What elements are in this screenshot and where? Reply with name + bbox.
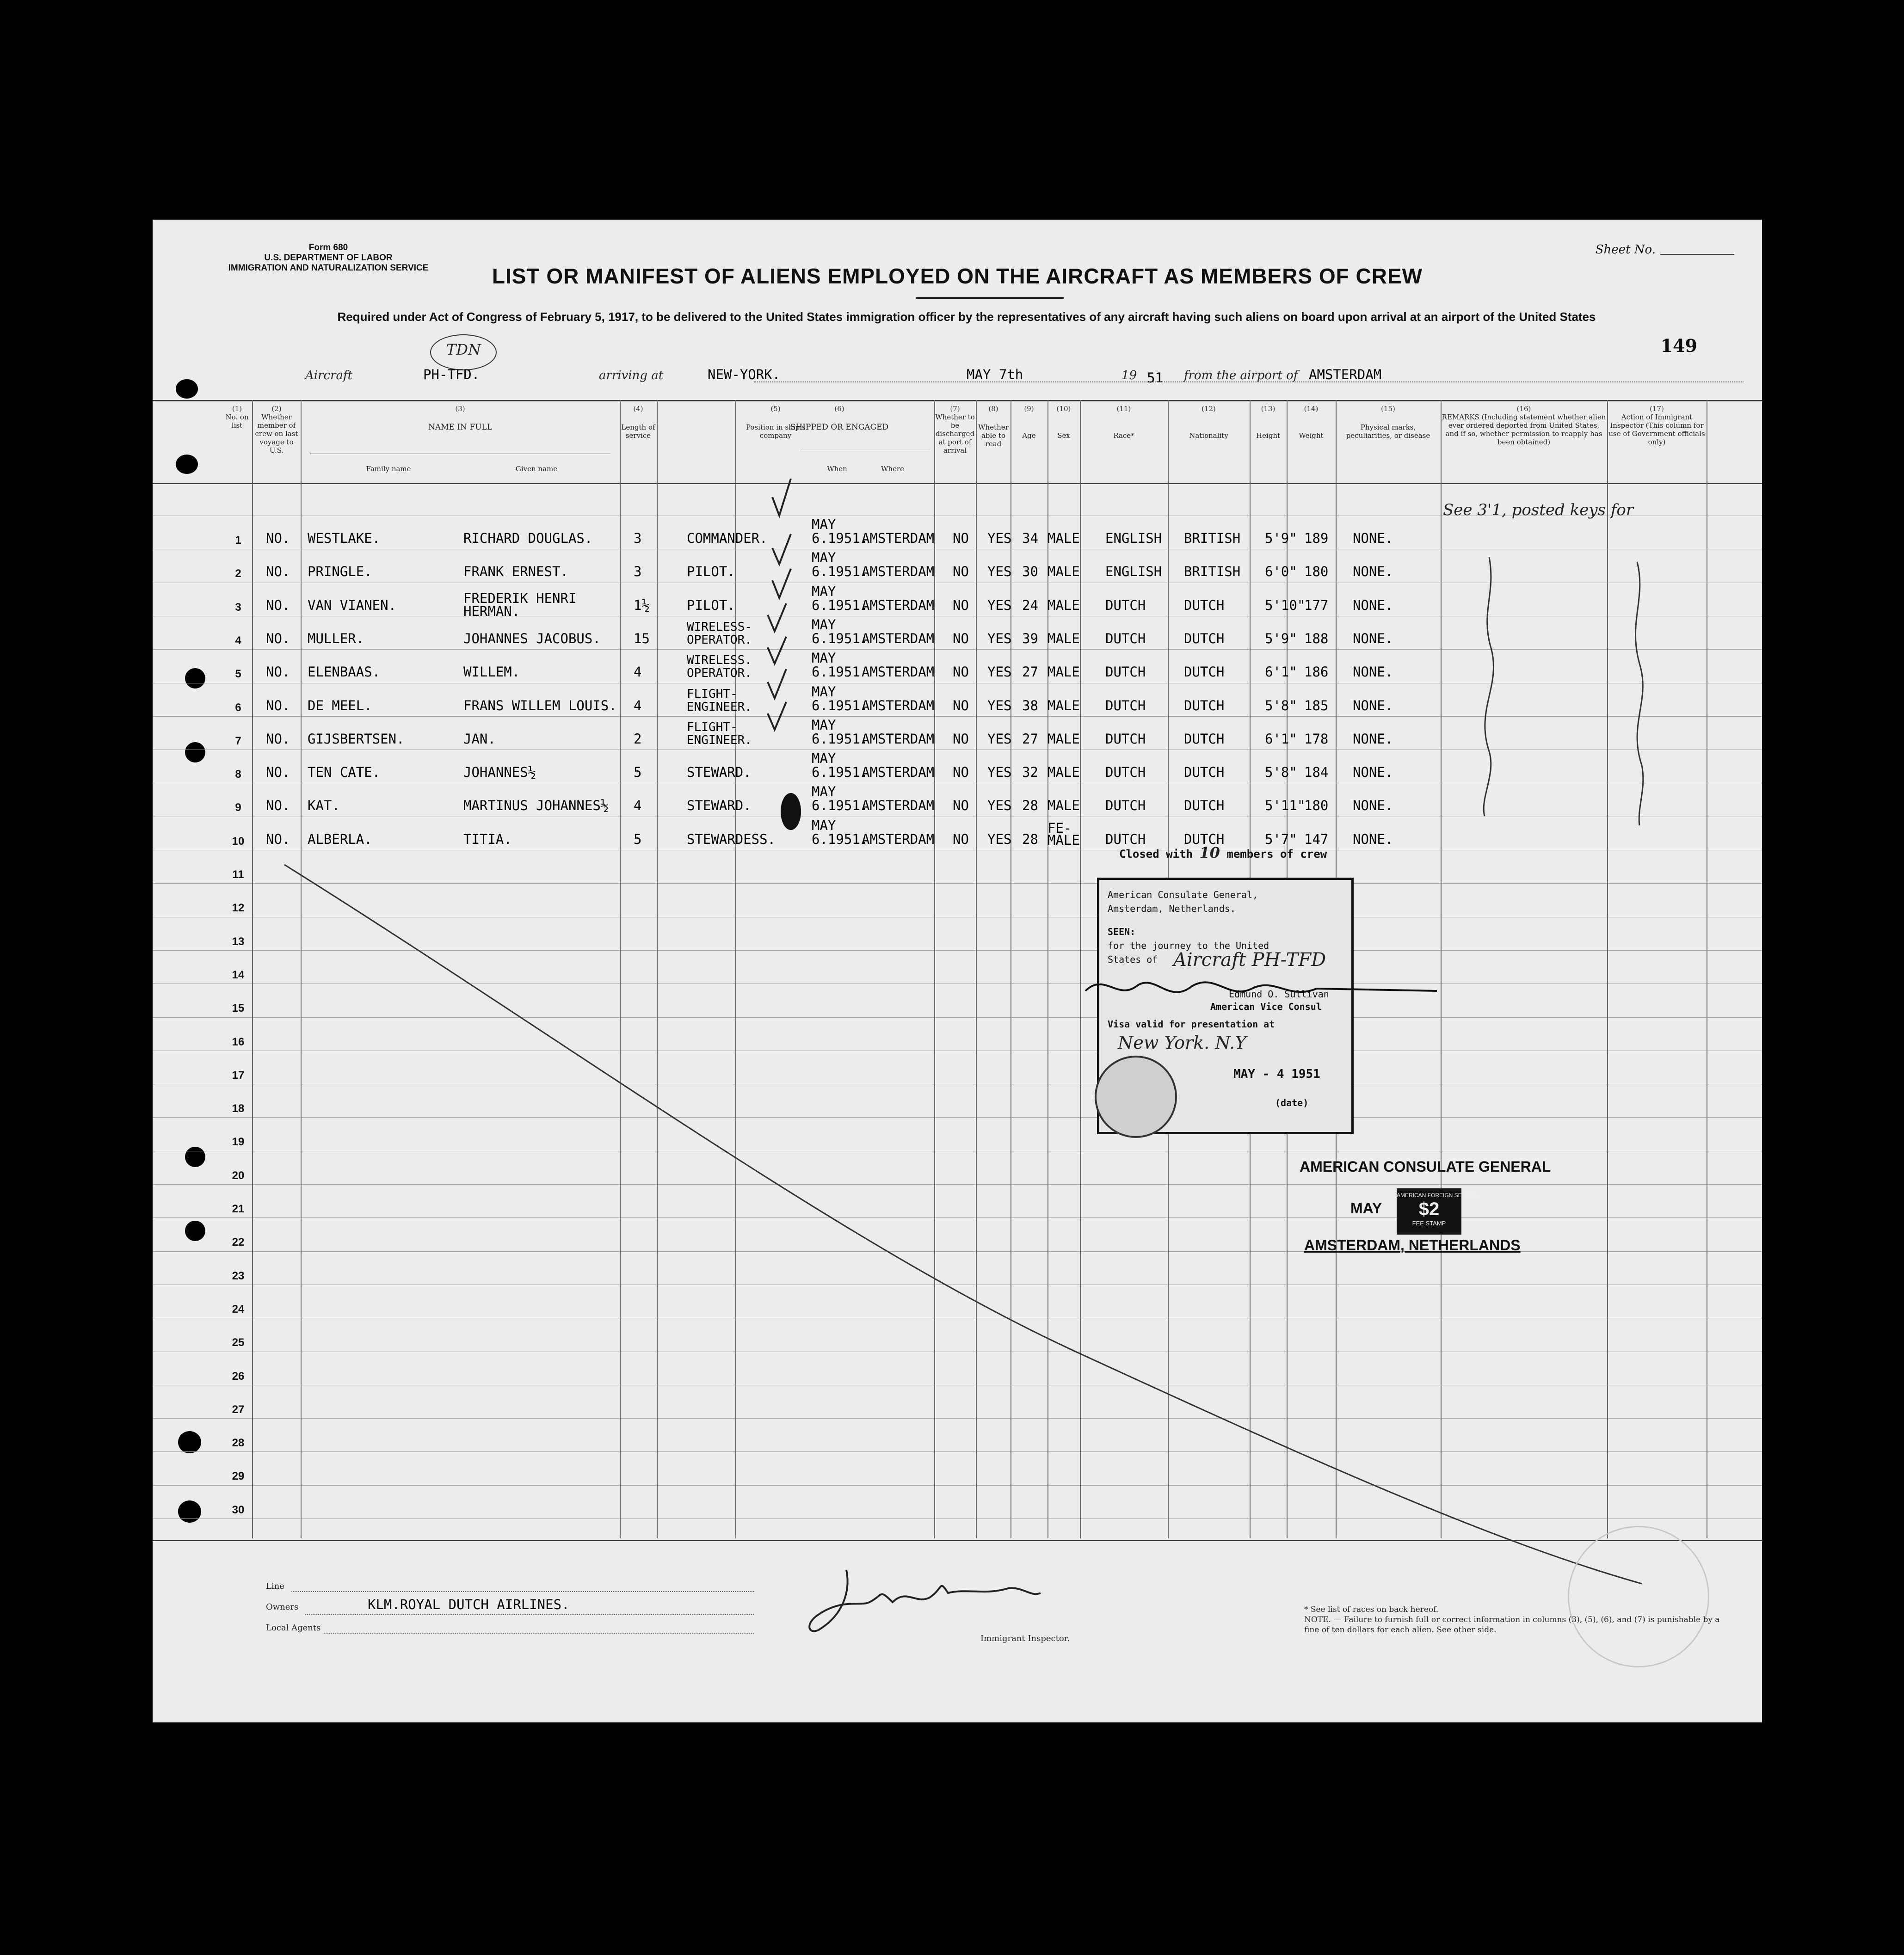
cell-sex: MALE <box>1048 697 1080 713</box>
cell-last-voyage: NO. <box>266 664 290 680</box>
cell-family: DE MEEL. <box>308 697 372 713</box>
row-number: 29 <box>232 1470 245 1483</box>
cell-when-month: MAY <box>812 717 836 733</box>
cell-last-voyage: NO. <box>266 697 290 713</box>
footer-note-1: * See list of races on back hereof. <box>1304 1605 1439 1614</box>
closed-suffix: members of crew <box>1226 848 1327 861</box>
cell-race: DUTCH <box>1105 664 1146 680</box>
cell-height: 6'1" <box>1265 731 1297 747</box>
cell-age: 30 <box>1022 564 1038 580</box>
cell-height: 5'8" <box>1265 697 1297 713</box>
col-head-14: (14) Weight <box>1299 405 1324 440</box>
cell-when: 6.1951. <box>812 831 869 847</box>
cell-family: TEN CATE. <box>308 764 381 781</box>
cell-weight: 188 <box>1304 630 1329 646</box>
cell-height: 5'7" <box>1265 831 1297 847</box>
cell-service: 5 <box>634 764 642 781</box>
cell-position: STEWARD. <box>687 764 752 781</box>
row-number: 23 <box>232 1269 245 1282</box>
cell-height: 5'10" <box>1265 597 1306 613</box>
col-head-when: When <box>827 465 847 473</box>
cell-service: 4 <box>634 798 642 814</box>
cell-age: 27 <box>1022 664 1038 680</box>
col-head-8: (8) Whether able to read <box>978 405 1009 448</box>
owners-label: Owners <box>266 1602 299 1612</box>
cell-sex: MALE <box>1048 764 1080 781</box>
cell-position: PILOT. <box>687 597 735 613</box>
cell-when-month: MAY <box>812 750 836 767</box>
cell-where: AMSTERDAM <box>862 731 935 747</box>
row-number: 7 <box>235 734 241 747</box>
manifest-sheet <box>153 220 1762 1722</box>
cell-given: FREDERIK HENRI HERMAN. <box>463 590 577 619</box>
cell-when-month: MAY <box>812 616 836 633</box>
consulate-city: AMSTERDAM, NETHERLANDS <box>1304 1237 1521 1254</box>
fee-stamp-amount: $2 <box>1418 1199 1440 1219</box>
cell-discharged: NO <box>953 530 969 546</box>
cell-nationality: DUTCH <box>1184 731 1225 747</box>
form-subtitle: Required under Act of Congress of February 5, 1917, to be delivered to the United States immigration officer by the representatives of any aircraft having such aliens on board upon arrival at an airport of the United States <box>337 310 1596 324</box>
cell-race: DUTCH <box>1105 831 1146 847</box>
fee-stamp-bottom: FEE STAMP <box>1412 1220 1446 1227</box>
cell-when-month: MAY <box>812 683 836 700</box>
cell-read: YES <box>987 764 1012 781</box>
cell-nationality: BRITISH <box>1184 564 1241 580</box>
cell-last-voyage: NO. <box>266 597 290 613</box>
col-head-10: (10) Sex <box>1056 405 1071 440</box>
cell-when-month: MAY <box>812 583 836 599</box>
cell-given: JOHANNES½ <box>463 764 536 781</box>
col-head-4: (4) Length of service <box>621 405 655 440</box>
cell-position: FLIGHT-ENGINEER. <box>687 687 752 714</box>
cell-when: 6.1951. <box>812 798 869 814</box>
cell-where: AMSTERDAM <box>862 764 935 781</box>
cell-service: 4 <box>634 697 642 713</box>
cell-when: 6.1951. <box>812 697 869 713</box>
sheet-number-value: 149 <box>1660 335 1697 356</box>
cell-given: TITIA. <box>463 831 512 847</box>
col-head-given: Given name <box>515 465 558 473</box>
row-number: 11 <box>232 868 244 881</box>
col-head-family: Family name <box>366 465 411 473</box>
cell-last-voyage: NO. <box>266 764 290 781</box>
stamp-line-2: Amsterdam, Netherlands. <box>1108 903 1236 914</box>
row-number: 12 <box>232 902 245 915</box>
cell-nationality: DUTCH <box>1184 597 1225 613</box>
row-number: 6 <box>235 701 241 714</box>
cell-read: YES <box>987 630 1012 646</box>
cell-family: GIJSBERTSEN. <box>308 731 405 747</box>
cell-race: DUTCH <box>1105 597 1146 613</box>
circled-note: TDN <box>446 341 481 358</box>
cell-height: 5'9" <box>1265 630 1297 646</box>
aircraft-label: Aircraft <box>305 369 353 382</box>
col-head-3: (3) NAME IN FULL <box>428 405 493 432</box>
cell-height: 5'9" <box>1265 530 1297 546</box>
cell-read: YES <box>987 564 1012 580</box>
cell-marks: NONE. <box>1353 831 1393 847</box>
cell-weight: 180 <box>1304 564 1329 580</box>
cell-sex: MALE <box>1048 564 1080 580</box>
row-number: 10 <box>232 835 245 848</box>
from-label: from the airport of <box>1184 369 1298 382</box>
cell-height: 6'0" <box>1265 564 1297 580</box>
cell-age: 34 <box>1022 530 1038 546</box>
row-number: 13 <box>232 935 245 948</box>
cell-marks: NONE. <box>1353 731 1393 747</box>
cell-service: 3 <box>634 530 642 546</box>
row-number: 20 <box>232 1169 245 1182</box>
cell-nationality: DUTCH <box>1184 697 1225 713</box>
cell-given: FRANK ERNEST. <box>463 564 568 580</box>
cell-service: 3 <box>634 564 642 580</box>
cell-given: JAN. <box>463 731 496 747</box>
cell-sex: MALE <box>1048 664 1080 680</box>
cell-race: DUTCH <box>1105 697 1146 713</box>
cell-nationality: DUTCH <box>1184 764 1225 781</box>
cell-race: ENGLISH <box>1105 564 1162 580</box>
cell-height: 6'1" <box>1265 664 1297 680</box>
cell-age: 39 <box>1022 630 1038 646</box>
cell-weight: 180 <box>1304 798 1329 814</box>
cell-given: RICHARD DOUGLAS. <box>463 530 593 546</box>
cell-where: AMSTERDAM <box>862 697 935 713</box>
cell-where: AMSTERDAM <box>862 630 935 646</box>
cell-weight: 184 <box>1304 764 1329 781</box>
consul-name: Edmund O. Sullivan <box>1229 989 1329 1000</box>
col-head-12: (12) Nationality <box>1189 405 1228 440</box>
col-head-11: (11) Race* <box>1113 405 1134 440</box>
cell-age: 38 <box>1022 697 1038 713</box>
row-number: 25 <box>232 1336 245 1349</box>
cell-marks: NONE. <box>1353 630 1393 646</box>
cell-family: PRINGLE. <box>308 564 372 580</box>
col-head-9: (9) Age <box>1022 405 1036 440</box>
department: U.S. DEPARTMENT OF LABOR <box>264 253 393 263</box>
row-number: 16 <box>232 1035 245 1048</box>
cell-when: 6.1951. <box>812 597 869 613</box>
col-head-6: (6) SHIPPED OR ENGAGED <box>790 405 889 432</box>
cell-when: 6.1951. <box>812 564 869 580</box>
cell-weight: 189 <box>1304 530 1329 546</box>
from-value: AMSTERDAM <box>1309 367 1382 382</box>
row-number: 8 <box>235 768 241 781</box>
cell-last-voyage: NO. <box>266 798 290 814</box>
cell-discharged: NO <box>953 664 969 680</box>
form-number: Form 680 <box>308 243 348 252</box>
cell-discharged: NO <box>953 764 969 781</box>
cell-nationality: DUTCH <box>1184 831 1225 847</box>
owners-value: KLM.ROYAL DUTCH AIRLINES. <box>368 1597 570 1612</box>
cell-last-voyage: NO. <box>266 630 290 646</box>
col-head-1: (1) No. on list <box>225 405 249 430</box>
closed-prefix: Closed with <box>1119 848 1193 861</box>
agents-label: Local Agents <box>266 1623 321 1633</box>
cell-height: 5'11" <box>1265 798 1306 814</box>
cell-position: STEWARDESS. <box>687 831 776 847</box>
cell-service: 1½ <box>634 597 650 613</box>
cell-given: FRANS WILLEM LOUIS. <box>463 697 617 713</box>
cell-race: DUTCH <box>1105 731 1146 747</box>
cell-age: 32 <box>1022 764 1038 781</box>
cell-weight: 178 <box>1304 731 1329 747</box>
cell-family: VAN VIANEN. <box>308 597 397 613</box>
cell-sex: MALE <box>1048 798 1080 814</box>
col-head-13: (13) Height <box>1256 405 1281 440</box>
cell-weight: 177 <box>1304 597 1329 613</box>
year-prefix: 19 <box>1121 369 1137 382</box>
stamp-hand-aircraft: Aircraft PH-TFD <box>1173 949 1326 971</box>
inspector-label: Immigrant Inspector. <box>980 1634 1070 1643</box>
row-number: 5 <box>235 668 241 681</box>
cell-marks: NONE. <box>1353 798 1393 814</box>
cell-read: YES <box>987 530 1012 546</box>
cell-position: COMMANDER. <box>687 530 768 546</box>
inspector-signature <box>791 1561 1050 1639</box>
fee-stamp-top: AMERICAN FOREIGN SERVICE <box>1397 1192 1479 1199</box>
cell-family: MULLER. <box>308 630 364 646</box>
col-head-16: (16) REMARKS (Including statement whether alien ever ordered deported from United States, and if so, whether permission to reapply has been obtained) <box>1442 405 1606 446</box>
cell-read: YES <box>987 597 1012 613</box>
cell-race: DUTCH <box>1105 630 1146 646</box>
cell-sex: MALE <box>1048 731 1080 747</box>
row-number: 9 <box>235 801 241 814</box>
cell-race: ENGLISH <box>1105 530 1162 546</box>
cell-discharged: NO <box>953 798 969 814</box>
cell-given: WILLEM. <box>463 664 520 680</box>
cell-where: AMSTERDAM <box>862 831 935 847</box>
cell-read: YES <box>987 697 1012 713</box>
col-head-5: (5) Position in ship's company <box>746 405 806 440</box>
cell-age: 24 <box>1022 597 1038 613</box>
footer-notes <box>1304 1605 1730 1635</box>
cell-race: DUTCH <box>1105 798 1146 814</box>
stamp-line-4: States of <box>1108 954 1158 965</box>
stamp-line-1: American Consulate General, <box>1108 889 1258 900</box>
row-number: 30 <box>232 1503 245 1516</box>
cell-family: KAT. <box>308 798 340 814</box>
row-number: 21 <box>232 1203 245 1215</box>
cell-when-month: MAY <box>812 817 836 833</box>
fee-stamp <box>1397 1188 1479 1235</box>
cell-where: AMSTERDAM <box>862 597 935 613</box>
cell-when: 6.1951 <box>812 664 860 680</box>
cell-family: ELENBAAS. <box>308 664 381 680</box>
cell-where: AMSTERDAM <box>862 664 935 680</box>
cell-when: 6.1951. <box>812 764 869 781</box>
cell-position: WIRELESS. OPERATOR. <box>687 653 752 681</box>
remarks-handwriting: See 3'1, posted keys for <box>1443 501 1634 519</box>
consulate-line-1: AMERICAN CONSULATE GENERAL <box>1300 1158 1551 1175</box>
cell-marks: NONE. <box>1353 564 1393 580</box>
consulate-month: MAY <box>1350 1200 1382 1217</box>
arrival-date: MAY 7th <box>967 367 1023 382</box>
stamp-hand-city: New York. N.Y <box>1118 1033 1247 1053</box>
cell-when: 6.1951. <box>812 630 869 646</box>
visa-stamp <box>1097 878 1354 1134</box>
row-number: 18 <box>232 1102 245 1115</box>
cell-given: MARTINUS JOHANNES½ <box>463 798 609 814</box>
aircraft-value: PH-TFD. <box>423 367 480 382</box>
cell-sex: MALE <box>1048 630 1080 646</box>
cell-marks: NONE. <box>1353 597 1393 613</box>
cell-when: 6.1951. <box>812 530 869 546</box>
cell-age: 28 <box>1022 798 1038 814</box>
date-label: (date) <box>1275 1097 1309 1108</box>
cell-discharged: NO <box>953 630 969 646</box>
cell-discharged: NO <box>953 831 969 847</box>
cell-sex: MALE <box>1048 530 1080 546</box>
row-number: 22 <box>232 1236 245 1249</box>
col-head-where: Where <box>881 465 904 473</box>
cell-when-month: MAY <box>812 516 836 532</box>
cell-service: 4 <box>634 664 642 680</box>
col-head-17: (17) Action of Immigrant Inspector (This column for use of Government officials only) <box>1608 405 1705 446</box>
agents-dots <box>324 1631 754 1634</box>
cell-read: YES <box>987 664 1012 680</box>
row-number: 26 <box>232 1370 245 1383</box>
col-head-15: (15) Physical marks, peculiarities, or disease <box>1346 405 1430 440</box>
cell-marks: NONE. <box>1353 697 1393 713</box>
row-number: 19 <box>232 1136 245 1149</box>
consul-title: American Vice Consul <box>1210 1001 1322 1012</box>
year-value: 51 <box>1147 370 1163 386</box>
row-number: 15 <box>232 1002 245 1015</box>
row-number: 27 <box>232 1403 245 1416</box>
row-number: 3 <box>235 601 241 614</box>
cell-service: 5 <box>634 831 642 847</box>
cell-when: 6.1951. <box>812 731 869 747</box>
faint-seal-icon <box>1568 1526 1709 1667</box>
row-number: 24 <box>232 1303 245 1316</box>
cell-nationality: DUTCH <box>1184 630 1225 646</box>
cell-position: FLIGHT-ENGINEER. <box>687 720 752 747</box>
cell-last-voyage: NO. <box>266 731 290 747</box>
cell-position: STEWARD. <box>687 798 752 814</box>
page-title: LIST OR MANIFEST OF ALIENS EMPLOYED ON THE AIRCRAFT AS MEMBERS OF CREW <box>492 264 1423 288</box>
col-head-7: (7) Whether to be discharged at port of arrival <box>935 405 975 455</box>
row-number: 14 <box>232 968 245 981</box>
cell-where: AMSTERDAM <box>862 564 935 580</box>
stamp-seen: SEEN: <box>1108 926 1136 937</box>
cell-nationality: DUTCH <box>1184 798 1225 814</box>
cell-marks: NONE. <box>1353 664 1393 680</box>
cell-marks: NONE. <box>1353 764 1393 781</box>
row-number: 4 <box>235 634 241 647</box>
footer-note-2: NOTE. — Failure to furnish full or correct information in columns (3), (5), (6), and (7) is punishable by a fine of ten dollars for each alien. See other side. <box>1304 1615 1720 1635</box>
closed-count: 10 <box>1199 844 1220 861</box>
cell-weight: 185 <box>1304 697 1329 713</box>
cell-weight: 186 <box>1304 664 1329 680</box>
cell-read: YES <box>987 831 1012 847</box>
cell-given: JOHANNES JACOBUS. <box>463 630 601 646</box>
cell-marks: NONE. <box>1353 530 1393 546</box>
arriving-label: arriving at <box>599 369 664 382</box>
cell-position: PILOT. <box>687 564 735 580</box>
cell-age: 27 <box>1022 731 1038 747</box>
visa-valid: Visa valid for presentation at <box>1108 1019 1275 1030</box>
cell-discharged: NO <box>953 697 969 713</box>
cell-read: YES <box>987 731 1012 747</box>
sheet-number-label: Sheet No. <box>1595 243 1656 257</box>
cell-age: 28 <box>1022 831 1038 847</box>
cell-weight: 147 <box>1304 831 1329 847</box>
row-number: 1 <box>235 534 241 547</box>
cell-discharged: NO <box>953 564 969 580</box>
cell-height: 5'8" <box>1265 764 1297 781</box>
line-label: Line <box>266 1581 284 1591</box>
cell-service: 2 <box>634 731 642 747</box>
arriving-value: NEW-YORK. <box>708 367 781 382</box>
cell-nationality: BRITISH <box>1184 530 1241 546</box>
cell-nationality: DUTCH <box>1184 664 1225 680</box>
cell-race: DUTCH <box>1105 764 1146 781</box>
service: IMMIGRATION AND NATURALIZATION SERVICE <box>228 263 429 273</box>
line-dots <box>291 1589 754 1592</box>
cell-last-voyage: NO. <box>266 564 290 580</box>
cell-read: YES <box>987 798 1012 814</box>
row-number: 17 <box>232 1069 245 1082</box>
cell-position: WIRELESS-OPERATOR. <box>687 620 752 647</box>
cell-discharged: NO <box>953 731 969 747</box>
consular-seal-icon <box>1095 1056 1177 1138</box>
stamp-date: MAY - 4 1951 <box>1233 1067 1320 1081</box>
cell-service: 15 <box>634 630 650 646</box>
cell-when-month: MAY <box>812 650 836 666</box>
cell-when-month: MAY <box>812 550 836 566</box>
stamp-line-3: for the journey to the United <box>1108 940 1269 951</box>
cell-last-voyage: NO. <box>266 530 290 546</box>
cell-last-voyage: NO. <box>266 831 290 847</box>
cell-family: ALBERLA. <box>308 831 372 847</box>
diagonal-strike <box>153 220 1762 1722</box>
cell-where: AMSTERDAM <box>862 798 935 814</box>
cell-family: WESTLAKE. <box>308 530 381 546</box>
cell-when-month: MAY <box>812 784 836 800</box>
cell-where: AMSTERDAM <box>862 530 935 546</box>
cell-sex: MALE <box>1048 597 1080 613</box>
owners-dots <box>305 1612 754 1615</box>
cell-sex: FE-MALE <box>1048 820 1080 848</box>
row-number: 2 <box>235 567 241 580</box>
cell-discharged: NO <box>953 597 969 613</box>
col-head-2: (2) Whether member of crew on last voyage to U.S. <box>255 405 298 455</box>
row-number: 28 <box>232 1437 245 1450</box>
